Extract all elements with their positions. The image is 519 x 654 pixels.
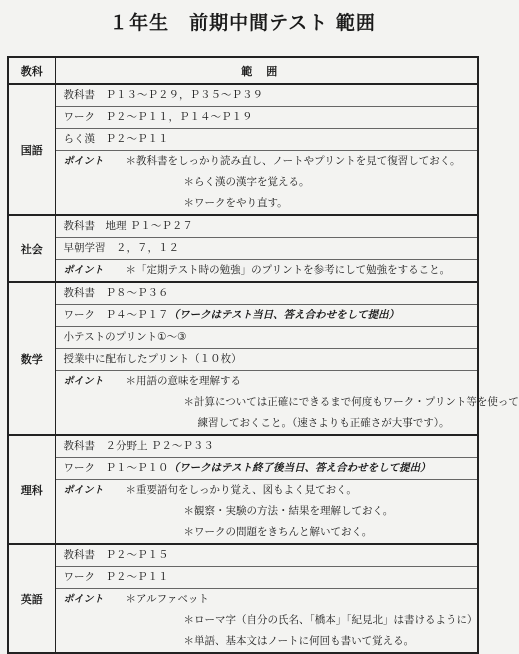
- subject-row-shakai: [8, 215, 478, 282]
- subject-name: 国語: [8, 84, 55, 215]
- range-line: 教科書 ２分野上 Ｐ２～Ｐ３３: [56, 436, 478, 458]
- point-label: ポイント: [63, 376, 104, 387]
- subject-name: 数学: [8, 282, 55, 435]
- point-text: ＊用語の意味を理解する: [125, 375, 241, 387]
- range-line: ワーク Ｐ２～Ｐ１１: [56, 567, 478, 589]
- range-line: 小テストのプリント①～③: [56, 327, 478, 349]
- exam-scope-table: [7, 56, 519, 654]
- point-line: [56, 480, 478, 501]
- range-note: （ワークはテスト終了後当日、答え合わせをして提出）: [168, 462, 431, 474]
- subject-range: [55, 435, 478, 544]
- point-label: ポイント: [63, 594, 104, 605]
- point-text: ＊ワークの問題をきちんと解いておく。: [183, 526, 373, 538]
- header-subject: 教科: [8, 57, 55, 84]
- range-note: （ワークはテスト当日、答え合わせをして提出）: [168, 309, 400, 321]
- point-label: ポイント: [63, 485, 104, 496]
- subject-name: 英語: [8, 544, 55, 653]
- subject-row-rika: [8, 435, 478, 544]
- subject-name: 理科: [8, 435, 55, 544]
- range-line: 教科書 Ｐ２～Ｐ１５: [56, 545, 478, 567]
- point-label: ポイント: [63, 265, 104, 276]
- point-label: ポイント: [63, 156, 104, 167]
- point-text: ＊ワークをやり直す。: [183, 197, 288, 209]
- point-text: ＊観察・実験の方法・結果を理解しておく。: [183, 505, 394, 517]
- point-text: ＊アルファベット: [125, 593, 209, 605]
- page-title: １年生 前期中間テスト 範囲: [109, 12, 376, 34]
- subject-row-kokugo: [8, 84, 478, 215]
- range-main: ワーク Ｐ４～Ｐ１７: [63, 309, 169, 321]
- range-line: 授業中に配布したプリント（１０枚）: [56, 349, 478, 371]
- subject-row-sugaku: [8, 282, 478, 435]
- table-header-row: [8, 57, 478, 84]
- point-line: [56, 589, 478, 610]
- subject-name: 社会: [8, 215, 55, 282]
- subject-range: [55, 84, 478, 215]
- range-line: [56, 458, 478, 480]
- point-line: [56, 151, 478, 172]
- point-text: ＊ローマ字（自分の氏名、「橋本」「紀見北」は書けるように）: [183, 614, 478, 626]
- range-line: 教科書 地理 Ｐ１～Ｐ２７: [56, 216, 478, 238]
- point-text: ＊計算については正確にできるまで何度もワーク・プリント等を使って: [183, 396, 519, 408]
- range-line: [56, 305, 478, 327]
- point-text: ＊重要語句をしっかり覚え、図もよく見ておく。: [125, 484, 357, 496]
- point-line: [56, 260, 478, 281]
- subject-range: [55, 215, 478, 282]
- subject-range: [55, 282, 519, 435]
- range-main: ワーク Ｐ１～Ｐ１０: [63, 462, 169, 474]
- point-text: ＊「定期テスト時の勉強」のプリントを参考にして勉強をすること。: [125, 264, 451, 276]
- header-range: 範囲: [55, 57, 478, 84]
- range-line: 教科書 Ｐ１３～Ｐ２９，Ｐ３５～Ｐ３９: [56, 85, 478, 107]
- point-text: ＊らく漢の漢字を覚える。: [183, 176, 310, 188]
- range-line: ワーク Ｐ２～Ｐ１１，Ｐ１４～Ｐ１９: [56, 107, 478, 129]
- subject-row-eigo: [8, 544, 478, 653]
- point-line: [56, 371, 478, 392]
- point-text: ＊単語、基本文はノートに何回も書いて覚える。: [183, 635, 415, 647]
- subject-range: [55, 544, 478, 653]
- point-text: ＊教科書をしっかり読み直し、ノートやプリントを見て復習しておく。: [125, 155, 461, 167]
- range-line: らく漢 Ｐ２～Ｐ１１: [56, 129, 478, 151]
- range-line: 早朝学習 ２，７，１２: [56, 238, 478, 260]
- range-line: 教科書 Ｐ８～Ｐ３６: [56, 283, 478, 305]
- point-text: 練習しておくこと。（速さよりも正確さが大事です）。: [197, 417, 450, 429]
